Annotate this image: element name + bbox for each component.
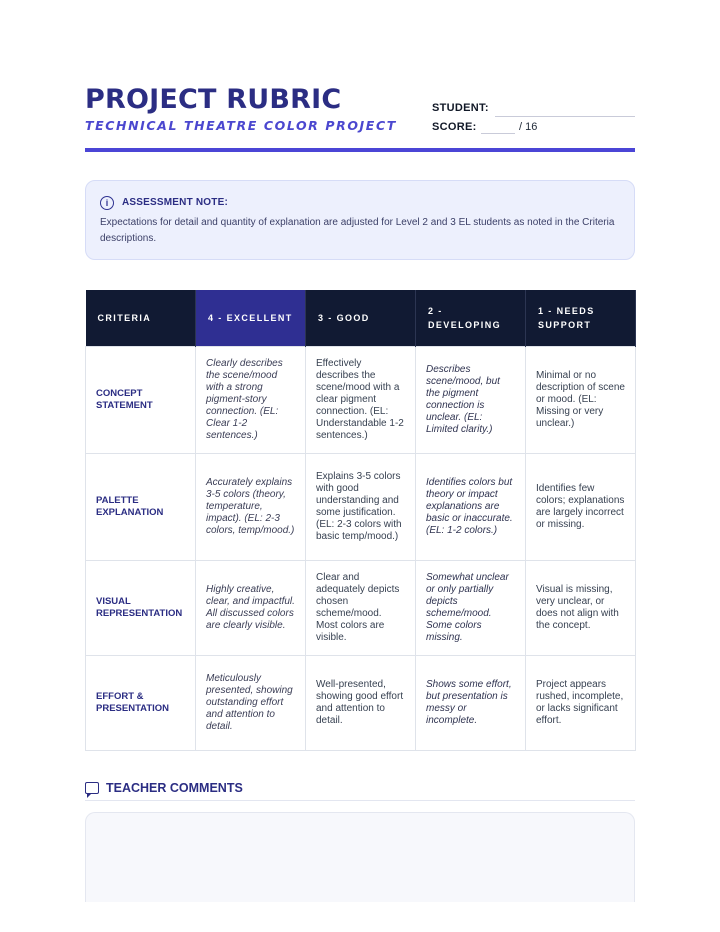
developing-cell: Describes scene/mood, but the pigment connection is unclear. (EL: Limited clarity.) (416, 347, 526, 454)
good-cell: Well-presented, showing good effort and attention to detail. (306, 656, 416, 751)
note-title: ASSESSMENT NOTE: (122, 197, 228, 208)
page-subtitle: TECHNICAL THEATRE COLOR PROJECT (85, 118, 397, 133)
table-row (86, 561, 636, 656)
table-row (86, 454, 636, 561)
score-total: / 16 (519, 121, 538, 133)
good-cell: Effectively describes the scene/mood with a clear pigment connection. (EL: Understandable 1-2 sentences.) (306, 347, 416, 454)
table-row (86, 656, 636, 751)
teacher-comments-box[interactable] (85, 812, 635, 902)
developing-cell: Shows some effort, but presentation is messy or incomplete. (416, 656, 526, 751)
table-header-row (86, 290, 636, 347)
comments-divider (85, 800, 635, 801)
comment-icon (85, 782, 99, 794)
teacher-comments-title: TEACHER COMMENTS (106, 781, 243, 795)
criteria-cell: PALETTE EXPLANATION (86, 454, 196, 561)
assessment-note (85, 180, 635, 260)
score-label: SCORE: (432, 121, 477, 133)
excellent-cell: Highly creative, clear, and impactful. All discussed colors are clearly visible. (196, 561, 306, 656)
page-title: PROJECT RUBRIC (85, 84, 342, 115)
needs-support-cell: Visual is missing, very unclear, or does not align with the concept. (526, 561, 636, 656)
developing-cell: Identifies colors but theory or impact explanations are basic or inaccurate. (EL: 1-2 colors.) (416, 454, 526, 561)
good-cell: Clear and adequately depicts chosen scheme/mood. Most colors are visible. (306, 561, 416, 656)
criteria-cell: CONCEPT STATEMENT (86, 347, 196, 454)
student-label: STUDENT: (432, 102, 489, 114)
excellent-cell: Accurately explains 3-5 colors (theory, temperature, impact). (EL: 2-3 colors, temp/mood.) (196, 454, 306, 561)
student-name-field[interactable] (495, 116, 635, 117)
developing-cell: Somewhat unclear or only partially depicts scheme/mood. Some colors missing. (416, 561, 526, 656)
header-divider (85, 148, 635, 152)
criteria-cell: EFFORT & PRESENTATION (86, 656, 196, 751)
rubric-table (85, 290, 636, 751)
info-icon: i (100, 196, 114, 210)
criteria-cell: VISUAL REPRESENTATION (86, 561, 196, 656)
excellent-cell: Clearly describes the scene/mood with a strong pigment-story connection. (EL: Clear 1-2 sentences.) (196, 347, 306, 454)
needs-support-cell: Project appears rushed, incomplete, or lacks significant effort. (526, 656, 636, 751)
column-header-developing: 2 - DEVELOPING (416, 290, 526, 347)
needs-support-cell: Minimal or no description of scene or mood. (EL: Missing or very unclear.) (526, 347, 636, 454)
note-text: Expectations for detail and quantity of explanation are adjusted for Level 2 and 3 EL students as noted in the Criteria descriptions. (100, 217, 615, 244)
column-header-excellent: 4 - EXCELLENT (196, 290, 306, 347)
table-row (86, 347, 636, 454)
score-field[interactable] (481, 133, 515, 134)
column-header-good: 3 - GOOD (306, 290, 416, 347)
excellent-cell: Meticulously presented, showing outstanding effort and attention to detail. (196, 656, 306, 751)
column-header-needs-support: 1 - NEEDS SUPPORT (526, 290, 636, 347)
good-cell: Explains 3-5 colors with good understanding and some justification. (EL: 2-3 colors with basic temp/mood.) (306, 454, 416, 561)
column-header-criteria: CRITERIA (86, 290, 196, 347)
needs-support-cell: Identifies few colors; explanations are largely incorrect or missing. (526, 454, 636, 561)
